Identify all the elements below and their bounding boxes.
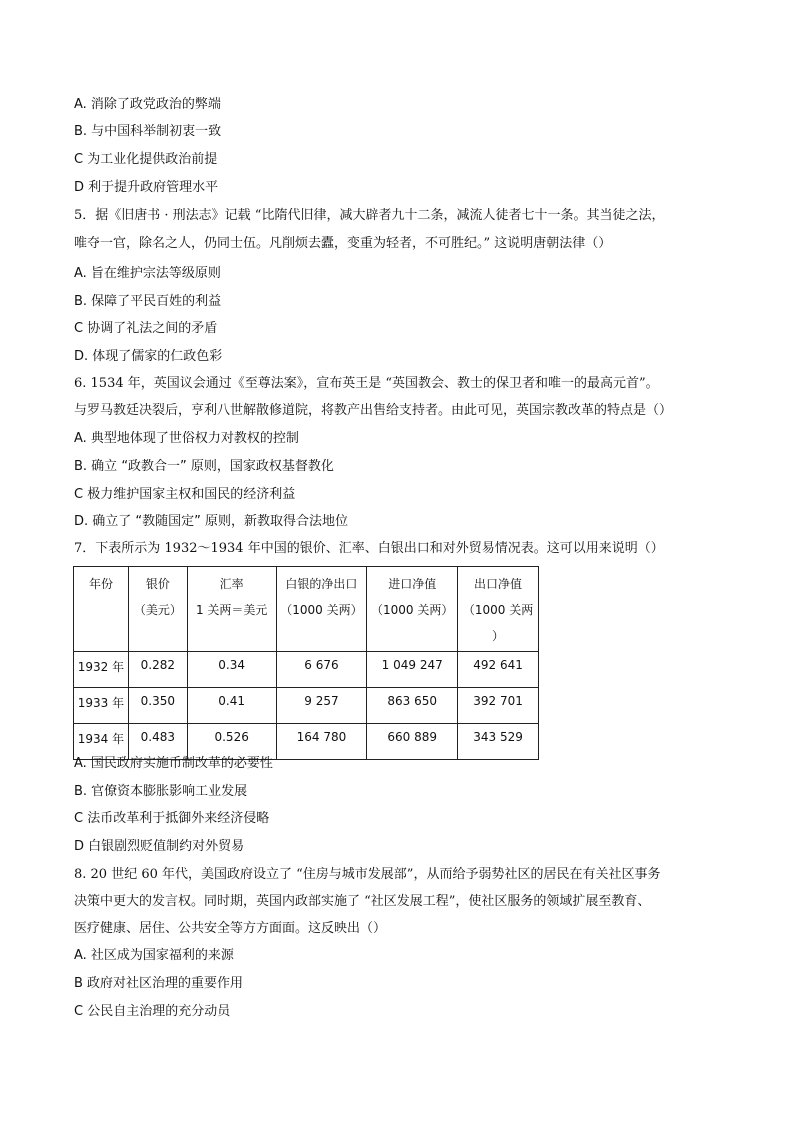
option-c: C 为工业化提供政治前提 <box>74 152 218 167</box>
cell-exchange-rate: 0.41 <box>187 688 276 724</box>
cell-import-net: 660 889 <box>367 724 458 760</box>
q7-option-c: C 法币改革利于抵御外来经济侵略 <box>74 811 270 826</box>
cell-year: 1932 年 <box>74 652 129 688</box>
cell-export-net: 392 701 <box>458 688 539 724</box>
q5-option-c: C 协调了礼法之间的矛盾 <box>74 321 218 336</box>
option-b: B. 与中国科举制初衷一致 <box>74 124 222 139</box>
q5-option-d: D. 体现了儒家的仁政色彩 <box>74 349 223 364</box>
cell-silver-net-export: 164 780 <box>276 724 367 760</box>
question-7-stem: 7．下表所示为 1932～1934 年中国的银价、汇率、白银出口和对外贸易情况表。这可以用来说明（） <box>74 541 664 556</box>
q5-option-a: A. 旨在维护宗法等级原则 <box>74 266 221 281</box>
q8-option-c: C 公民自主治理的充分动员 <box>74 1004 231 1019</box>
cell-import-net: 1 049 247 <box>367 652 458 688</box>
cell-silver-price: 0.483 <box>128 724 187 760</box>
q7-option-a: A. 国民政府实施币制改革的必要性 <box>74 756 273 771</box>
cell-silver-net-export: 6 676 <box>276 652 367 688</box>
cell-exchange-rate: 0.34 <box>187 652 276 688</box>
header-exchange-rate: 汇率 1 关两＝美元 <box>187 567 276 652</box>
q6-option-d: D. 确立了 “教随国定” 原则，新教取得合法地位 <box>74 514 349 529</box>
q6-option-c: C 极力维护国家主权和国民的经济利益 <box>74 487 296 502</box>
cell-exchange-rate: 0.526 <box>187 724 276 760</box>
cell-export-net: 492 641 <box>458 652 539 688</box>
cell-silver-net-export: 9 257 <box>276 688 367 724</box>
question-8-stem-line-1: 8. 20 世纪 60 年代，美国政府设立了 “住房与城市发展部”，从而给予弱势社区的居民在有关社区事务 <box>74 867 661 882</box>
question-6-stem-line-2: 与罗马教廷决裂后，亨利八世解散修道院，将教产出售给支持者。由此可见，英国宗教改革的特点是（） <box>74 403 673 418</box>
option-d: D 利于提升政府管理水平 <box>74 180 219 195</box>
table-header-row <box>74 567 539 652</box>
question-5-stem-line-2: 唯夺一官，除名之人，仍同士伍。凡削烦去蠹，变重为轻者，不可胜纪。” 这说明唐朝法律（） <box>74 236 612 251</box>
header-import-net: 进口净值 （1000 关两） <box>367 567 458 652</box>
q5-option-b: B. 保障了平民百姓的利益 <box>74 294 222 309</box>
silver-trade-table <box>73 566 539 760</box>
cell-year: 1933 年 <box>74 688 129 724</box>
cell-import-net: 863 650 <box>367 688 458 724</box>
q7-option-b: B. 官僚资本膨胀影响工业发展 <box>74 784 248 799</box>
q7-option-d: D 白银剧烈贬值制约对外贸易 <box>74 839 245 854</box>
table-row <box>74 652 539 688</box>
table-row <box>74 688 539 724</box>
q6-option-a: A. 典型地体现了世俗权力对教权的控制 <box>74 431 299 446</box>
header-export-net: 出口净值 （1000 关两 ） <box>458 567 539 652</box>
cell-export-net: 343 529 <box>458 724 539 760</box>
q8-option-a: A. 社区成为国家福利的来源 <box>74 948 234 963</box>
question-8-stem-line-2: 决策中更大的发言权。同时期，英国内政部实施了 “社区发展工程”，使社区服务的领域扩展至教育、 <box>74 894 651 909</box>
header-year: 年份 <box>74 567 129 652</box>
q8-option-b: B 政府对社区治理的重要作用 <box>74 976 244 991</box>
question-8-stem-line-3: 医疗健康、居住、公共安全等方方面面。这反映出（） <box>74 921 387 936</box>
question-5-stem-line-1: 5．据《旧唐书 · 刑法志》记载 “比隋代旧律，减大辟者九十二条，减流人徒者七十一条。其当徒之法， <box>74 208 665 223</box>
cell-year: 1934 年 <box>74 724 129 760</box>
cell-silver-price: 0.350 <box>128 688 187 724</box>
question-6-stem-line-1: 6. 1534 年，英国议会通过《至尊法案》，宣布英王是 “英国教会、教士的保卫者和唯一的最高元首”。 <box>74 376 659 391</box>
header-silver-price: 银价 （美元） <box>128 567 187 652</box>
cell-silver-price: 0.282 <box>128 652 187 688</box>
header-silver-net-export: 白银的净出口 （1000 关两） <box>276 567 367 652</box>
q6-option-b: B. 确立 “政教合一” 原则，国家政权基督教化 <box>74 459 334 474</box>
option-a: A. 消除了政党政治的弊端 <box>74 97 221 112</box>
